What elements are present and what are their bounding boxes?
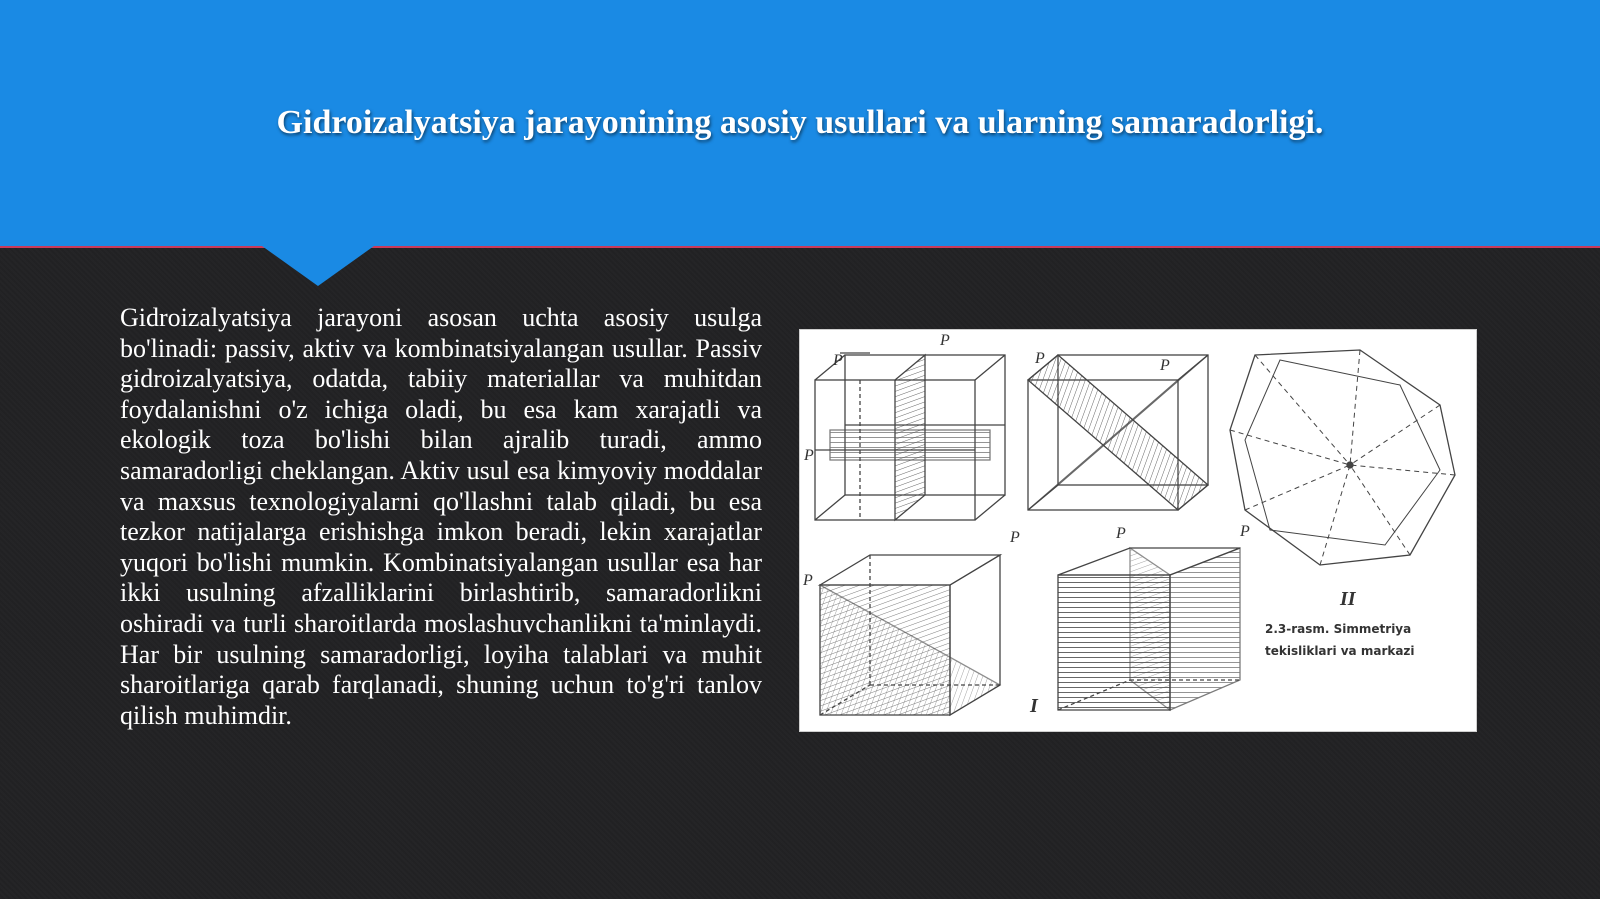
figure-caption-line1: 2.3-rasm. Simmetriya: [1265, 622, 1412, 636]
label-p-3: P: [804, 447, 814, 464]
title-banner: [0, 0, 1600, 248]
label-p-2: P: [833, 352, 843, 369]
figure-caption-line2: tekisliklari va markazi: [1265, 644, 1415, 658]
cube-three-planes: [815, 353, 1005, 520]
label-p-1: P: [940, 332, 950, 349]
banner-pointer: [262, 246, 374, 286]
label-p-9: P: [1240, 523, 1250, 540]
label-p-8: P: [1116, 525, 1126, 542]
symmetry-diagram: [800, 330, 1476, 731]
slide-title: Gidroizalyatsiya jarayonining asosiy usullari va ularning samaradorligi.: [276, 104, 1324, 141]
polyhedron-center: [1230, 350, 1455, 565]
symmetry-figure: [799, 329, 1477, 732]
label-p-6: P: [1010, 529, 1020, 546]
label-i: I: [1030, 695, 1038, 717]
cube-vertical-planes: [1058, 548, 1240, 710]
cube-diagonal-planes: [1028, 355, 1208, 510]
label-p-4: P: [1035, 350, 1045, 367]
label-p-5: P: [1160, 357, 1170, 374]
label-ii: II: [1340, 588, 1356, 610]
body-paragraph: Gidroizalyatsiya jarayoni asosan uchta asosiy usulga bo'linadi: passiv, aktiv va kombinatsiyalangan usullar. Passiv gidroizalyatsiya, odatda, tabiiy materiallar va muhitdan foydalanishni o'z ichiga oladi, bu esa kam xarajatli va ekologik toza bo'lishi bilan ajralib turadi, ammo samaradorligi cheklangan. Aktiv usul esa kimyoviy moddalar va maxsus texnologiyalarni qo'llashni talab qiladi, bu esa tezkor natijalarga erishishga imkon beradi, lekin xarajatlar yuqori bo'lishi mumkin. Kombinatsiyalangan usullar esa har ikki usulning afzalliklarini birlashtirib, samaradorlikni oshiradi va turli sharoitlarda moslashuvchanlikni ta'minlaydi. Har bir usulning samaradorligi, loyiha talablari va muhit sharoitlariga qarab farqlanadi, shuning uchun to'g'ri tanlov qilish muhimdir.: [120, 303, 762, 730]
cube-skew-planes: [820, 555, 1000, 715]
label-p-7: P: [803, 572, 813, 589]
